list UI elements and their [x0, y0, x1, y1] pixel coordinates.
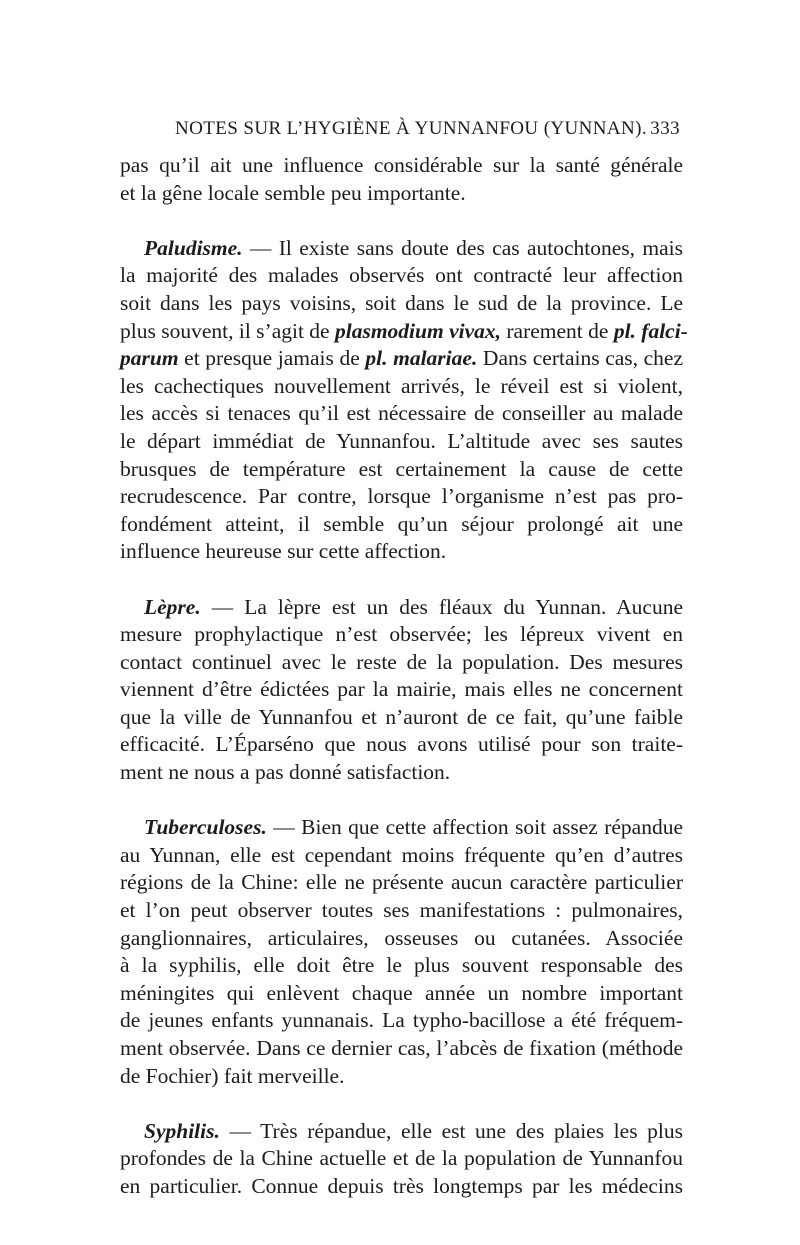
text-line: contact continuel avec le reste de la population. Des mesures	[120, 649, 683, 674]
text-line: de jeunes enfants yunnanais. La typho-bacillose a été fréquem-	[120, 1008, 683, 1033]
text-line	[120, 1118, 683, 1146]
text-run: — Il existe sans doute des cas autochtones, mais	[242, 235, 683, 260]
paragraph-tuberculoses	[120, 814, 683, 1090]
running-title: NOTES SUR L’HYGIÈNE À YUNNANFOU (YUNNAN).	[175, 118, 648, 139]
text-line: et la gêne locale semble peu importante.	[120, 180, 466, 205]
text-run: — Bien que cette affection soit assez répandue	[266, 815, 683, 840]
text-line: mesure prophylactique n’est observée; les lépreux vivent en	[120, 622, 683, 647]
text-run: — La lèpre est un des fléaux du Yunnan. Aucune	[200, 594, 683, 619]
text-line: régions de la Chine: elle ne présente aucun caractère particulier	[120, 870, 683, 895]
text-line: fondément atteint, il semble qu’un séjour prolongé ait une	[120, 511, 683, 536]
paragraph-paludisme	[120, 235, 688, 566]
text-run: rarement de	[501, 318, 614, 343]
italic-term: parum	[120, 346, 179, 371]
text-line: ment ne nous a pas donné satisfaction.	[120, 760, 451, 785]
text-line: ganglionnaires, articulaires, osseuses ou cutanées. Associée	[120, 925, 683, 950]
section-heading: Syphilis.	[144, 1118, 220, 1143]
text-line: pas qu’il ait une influence considérable sur la santé générale	[120, 153, 683, 177]
paragraph-syphilis	[120, 1118, 683, 1201]
italic-term: pl. malariae.	[365, 346, 478, 371]
text-line: les cachectiques nouvellement arrivés, le réveil est si violent,	[120, 373, 683, 398]
text-line: que la ville de Yunnanfou et n’auront de ce fait, qu’une faible	[120, 704, 683, 729]
text-line: ment observée. Dans ce dernier cas, l’abcès de fixation (méthode	[120, 1036, 683, 1060]
text-line: de Fochier) fait merveille.	[120, 1063, 345, 1088]
text-line: brusques de température est certainement la cause de cette	[120, 456, 683, 481]
italic-term: pl. falci-	[613, 318, 688, 343]
text-run: et presque jamais de	[178, 346, 366, 371]
body-text	[120, 152, 688, 1201]
text-line: le départ immédiat de Yunnanfou. L’altitude avec ses sautes	[120, 428, 683, 453]
section-heading: Tuberculoses.	[144, 815, 267, 840]
text-line: profondes de la Chine actuelle et de la population de Yunnanfou	[120, 1146, 683, 1171]
text-line: recrudescence. Par contre, lorsque l’organisme n’est pas pro-	[120, 484, 683, 509]
text-line: en particulier. Connue depuis très longtemps par les médecins	[120, 1173, 683, 1198]
text-line: au Yunnan, elle est cependant moins fréquente qu’en d’autres	[120, 842, 683, 867]
text-line	[120, 345, 683, 373]
text-line: les accès si tenaces qu’il est nécessaire de conseiller au malade	[120, 401, 683, 426]
text-line: la majorité des malades observés ont contracté leur affection	[120, 263, 683, 288]
text-line: et l’on peut observer toutes ses manifestations : pulmonaires,	[120, 898, 683, 923]
text-line: à la syphilis, elle doit être le plus souvent responsable des	[120, 953, 683, 978]
text-run: — Très répandue, elle est une des plaies les plus	[219, 1118, 683, 1143]
text-line	[120, 235, 683, 263]
text-line	[120, 814, 683, 842]
text-line: méningites qui enlèvent chaque année un nombre important	[120, 980, 683, 1005]
text-line: influence heureuse sur cette affection.	[120, 539, 447, 564]
text-run: Dans certains cas, chez	[477, 346, 684, 371]
section-heading: Paludisme.	[144, 235, 243, 260]
text-line: efficacité. L’Éparséno que nous avons utilisé pour son traite-	[120, 732, 683, 757]
running-header	[120, 118, 680, 148]
text-line	[120, 594, 683, 622]
page-number: 333	[650, 118, 680, 139]
text-line: soit dans les pays voisins, soit dans le sud de la province. Le	[120, 290, 683, 315]
section-heading: Lèpre.	[144, 594, 201, 619]
text-run: plus souvent, il s’agit de	[120, 318, 335, 343]
text-line: viennent d’être édictées par la mairie, mais elles ne concernent	[120, 677, 683, 702]
italic-term: plasmodium vivax,	[334, 318, 502, 343]
paragraph-lepre	[120, 594, 683, 787]
text-line	[120, 318, 688, 346]
paragraph-continuation	[120, 152, 683, 207]
